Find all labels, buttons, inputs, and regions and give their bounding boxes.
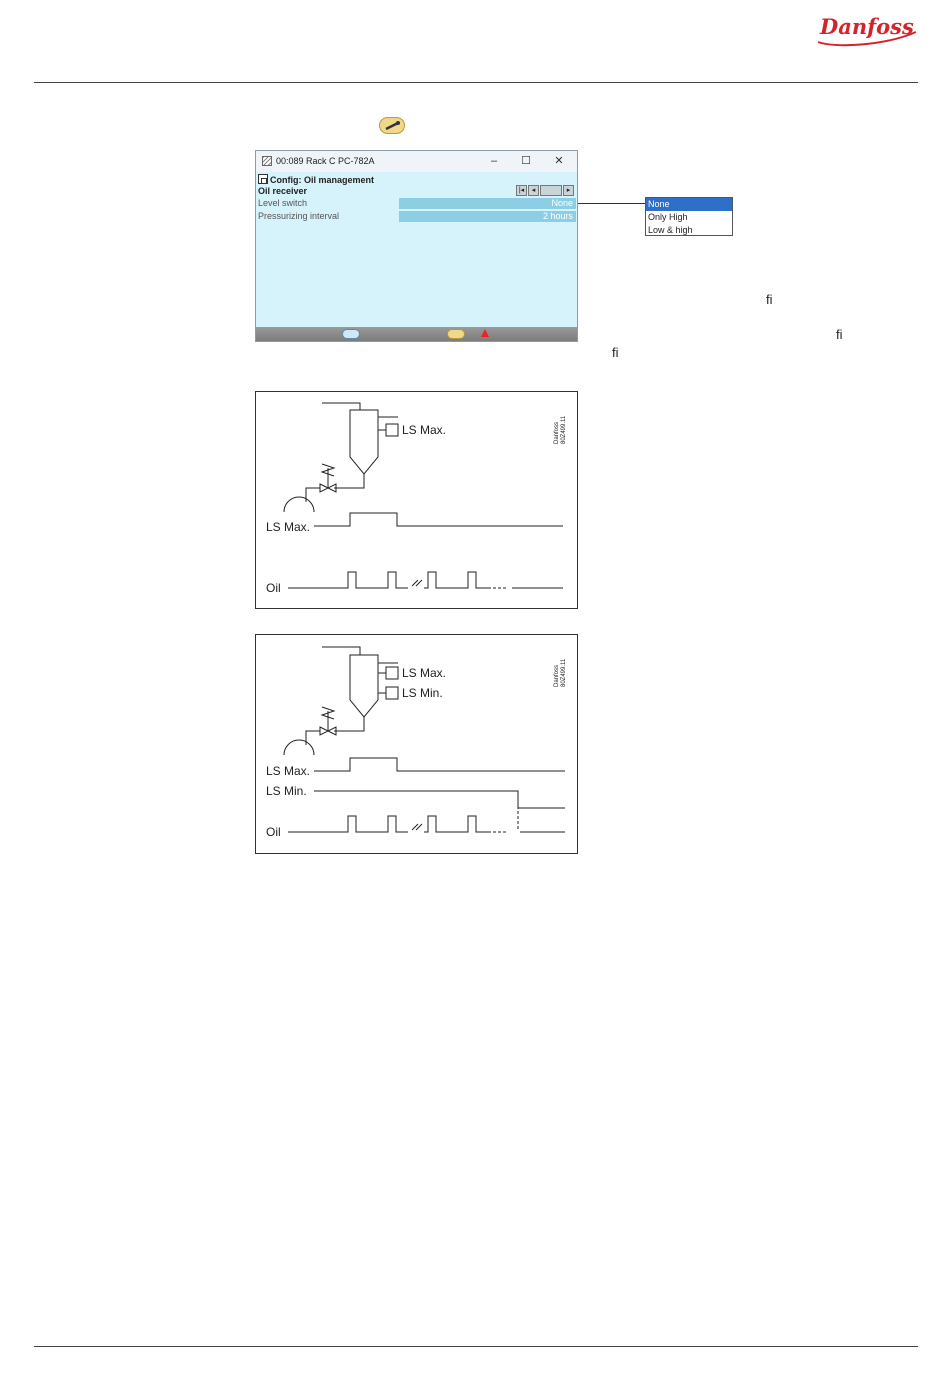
- dropdown-option[interactable]: None: [646, 198, 732, 211]
- next-page-icon[interactable]: ▸: [563, 185, 574, 196]
- breadcrumb-text: Config: Oil management: [270, 175, 375, 185]
- page-indicator: [540, 185, 562, 196]
- side-text: 80Z499.11: [561, 658, 567, 687]
- diagram-high-level: [255, 391, 578, 609]
- prev-page-icon[interactable]: ◂: [528, 185, 539, 196]
- trace-label-oil: Oil: [266, 825, 281, 839]
- wrench-icon[interactable]: [447, 329, 465, 339]
- ls-max-label: LS Max.: [402, 666, 447, 680]
- footer-rule: [34, 1346, 918, 1347]
- app-window: [255, 150, 578, 342]
- callout-line: [578, 203, 646, 204]
- title-bar: [256, 151, 577, 172]
- header-rule: [34, 82, 918, 83]
- side-text: 80Z499.11: [561, 415, 567, 444]
- section-title: Oil receiver: [258, 186, 308, 196]
- row-label-pressurizing-interval: Pressurizing interval: [258, 211, 340, 221]
- pressurizing-interval-field[interactable]: 2 hours: [399, 211, 576, 222]
- wrench-icon: [379, 117, 405, 134]
- minimize-button[interactable]: –: [490, 155, 498, 167]
- danfoss-logo: [814, 8, 920, 48]
- maximize-button[interactable]: ☐: [521, 155, 531, 167]
- nav-buttons: [516, 185, 574, 196]
- dropdown-option[interactable]: Low & high: [648, 225, 693, 235]
- diagram-low-high-level: [255, 634, 578, 854]
- trace-label-ls-min: LS Min.: [266, 784, 307, 798]
- ligature-glyph: ﬁ: [766, 292, 773, 307]
- bottom-toolbar: [256, 327, 577, 341]
- ligature-glyph: ﬁ: [612, 345, 619, 360]
- close-button[interactable]: ✕: [554, 155, 564, 167]
- ls-max-label: LS Max.: [402, 423, 447, 437]
- level-switch-dropdown[interactable]: [645, 197, 733, 236]
- side-text: Danfoss: [554, 421, 560, 444]
- app-icon: [262, 156, 272, 166]
- row-label-level-switch: Level switch: [258, 198, 308, 208]
- window-title: 00:089 Rack C PC-782A: [276, 156, 375, 166]
- ls-min-label: LS Min.: [402, 686, 443, 700]
- side-text: Danfoss: [554, 664, 560, 687]
- trace-label-ls-max: LS Max.: [266, 764, 311, 778]
- home-icon[interactable]: [258, 174, 268, 184]
- level-switch-field[interactable]: None: [399, 198, 576, 209]
- dropdown-option[interactable]: Only High: [648, 212, 688, 222]
- trace-label-oil: Oil: [266, 581, 281, 595]
- logo-text: Danfoss: [820, 14, 914, 39]
- alarm-icon[interactable]: [481, 329, 489, 337]
- first-page-icon[interactable]: |◂: [516, 185, 527, 196]
- trace-label-ls-max: LS Max.: [266, 520, 311, 534]
- breadcrumb: [258, 174, 374, 186]
- overview-icon[interactable]: [342, 329, 360, 339]
- ligature-glyph: ﬁ: [836, 327, 843, 342]
